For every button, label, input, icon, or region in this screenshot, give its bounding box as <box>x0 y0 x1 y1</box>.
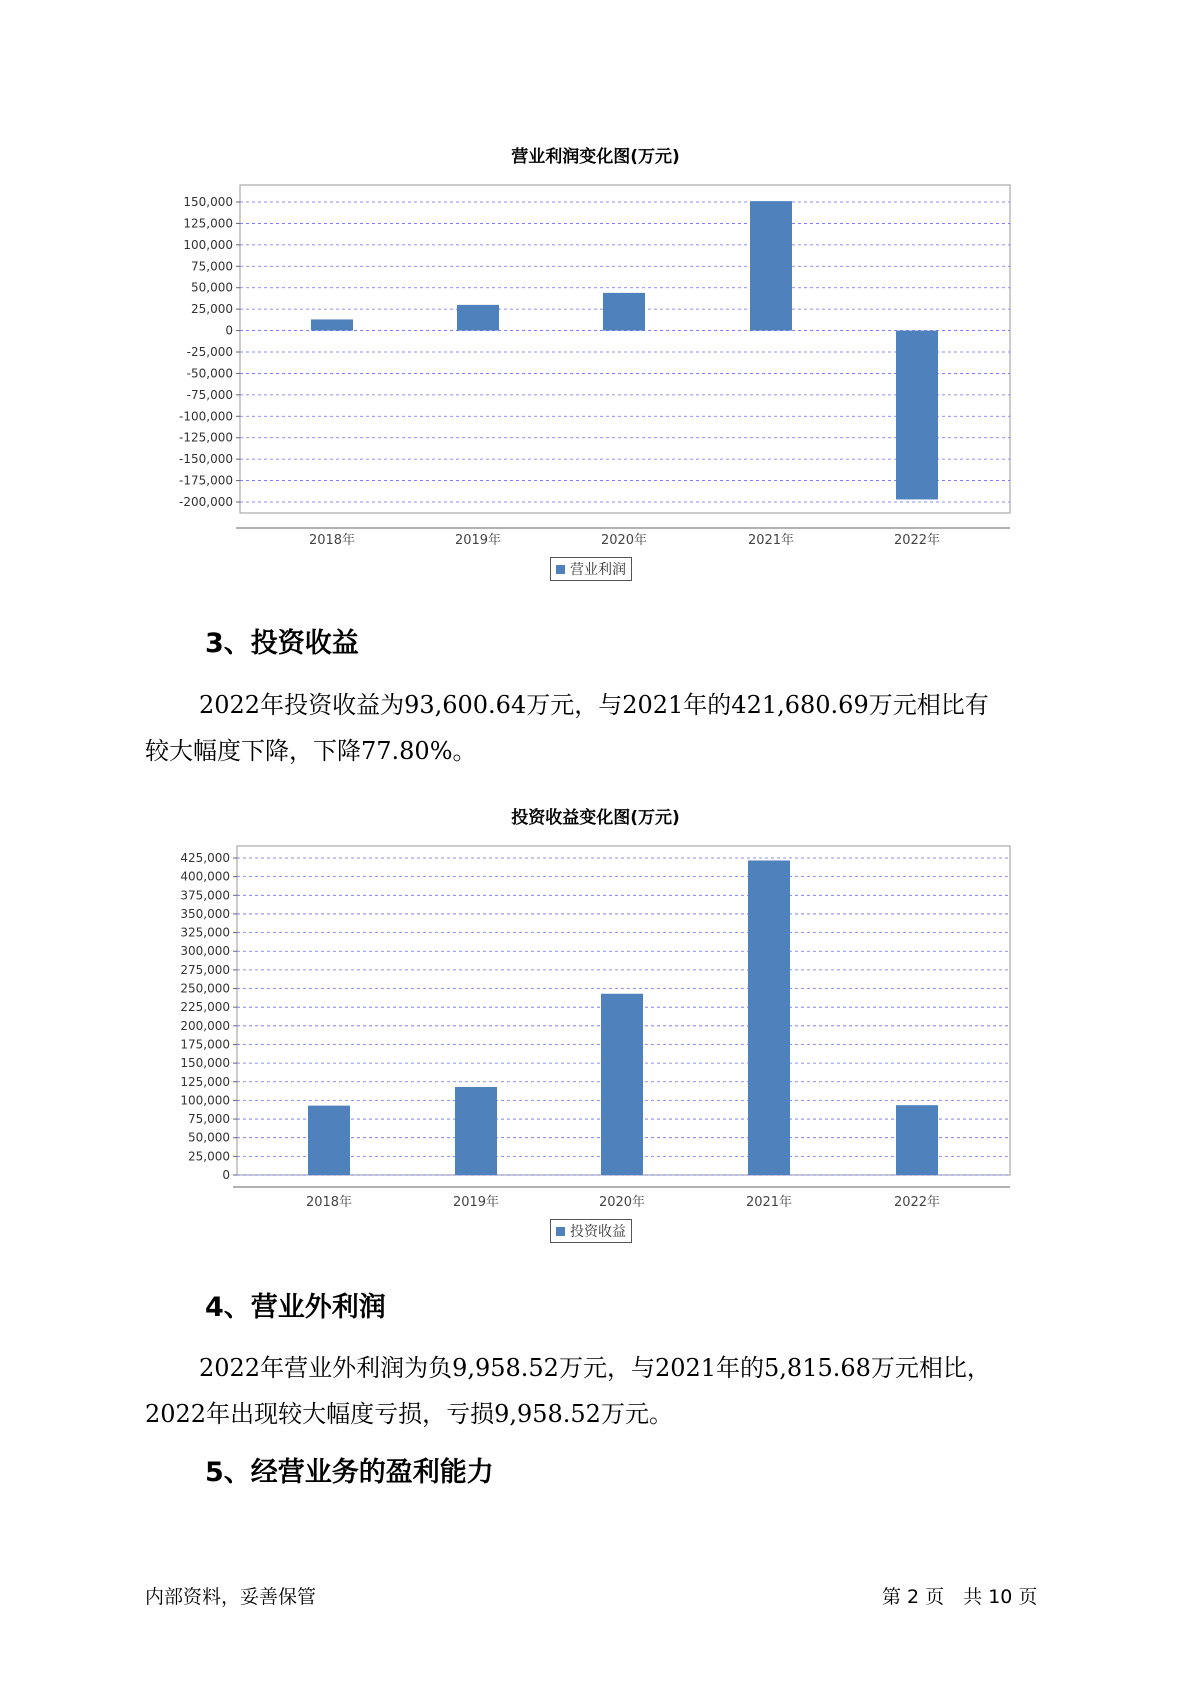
y-tick-label: 100,000 <box>183 237 233 252</box>
bar-2020年 <box>603 293 645 331</box>
y-tick-label: 150,000 <box>183 195 233 209</box>
y-tick-label: 75,000 <box>188 1112 230 1127</box>
y-tick-label: 425,000 <box>180 851 230 865</box>
y-tick-label: -50,000 <box>186 366 233 381</box>
y-tick-label: -25,000 <box>186 345 233 359</box>
y-tick-label: 400,000 <box>180 869 230 884</box>
y-tick-label: 25,000 <box>188 1149 230 1164</box>
x-tick-label: 2020年 <box>600 533 648 548</box>
y-tick-label: 300,000 <box>180 944 230 959</box>
operating-profit-chart <box>0 160 1191 550</box>
y-tick-label: 150,000 <box>180 1056 230 1071</box>
x-tick-label: 2020年 <box>598 1195 646 1210</box>
y-tick-label: -200,000 <box>179 495 233 509</box>
footer-confidential-note: 内部资料，妥善保管 <box>145 1586 317 1608</box>
paragraph-line: 2022年投资收益为93,600.64万元，与2021年的421,680.69万元相比有 <box>199 691 989 719</box>
legend-swatch <box>556 565 565 574</box>
chart-title-operating-profit: 营业利润变化图(万元) <box>511 147 680 167</box>
y-tick-label: 175,000 <box>180 1037 230 1052</box>
paragraph-non-operating-profit <box>145 1345 1060 1437</box>
section-heading-business-profitability: 5、经营业务的盈利能力 <box>205 1457 494 1488</box>
chart-title-investment-income: 投资收益变化图(万元) <box>511 808 680 828</box>
x-tick-label: 2022年 <box>893 533 941 548</box>
y-tick-label: 125,000 <box>183 216 233 231</box>
x-tick-label: 2021年 <box>747 533 795 548</box>
bar-2021年 <box>750 201 792 330</box>
y-tick-label: -125,000 <box>179 430 233 445</box>
paragraph-line: 2022年出现较大幅度亏损，亏损9,958.52万元。 <box>145 1400 673 1428</box>
x-tick-label: 2022年 <box>893 1195 941 1210</box>
y-tick-label: 50,000 <box>191 280 233 295</box>
bar-2019年 <box>455 1087 497 1175</box>
plot-area <box>240 185 1010 513</box>
section-heading-investment-income: 3、投资收益 <box>205 628 359 659</box>
y-tick-label: 25,000 <box>191 302 233 317</box>
y-tick-label: 325,000 <box>180 925 230 940</box>
x-tick-label: 2018年 <box>305 1195 353 1210</box>
y-tick-label: -75,000 <box>186 387 233 402</box>
bar-2019年 <box>457 305 499 331</box>
paragraph-investment-income <box>145 682 1060 774</box>
y-tick-label: 0 <box>225 323 233 338</box>
bar-2022年 <box>896 331 938 500</box>
footer-page-number: 第 2 页 共 10 页 <box>882 1586 1038 1608</box>
y-tick-label: 0 <box>222 1168 230 1182</box>
paragraph-line: 2022年营业外利润为负9,958.52万元，与2021年的5,815.68万元相比， <box>199 1354 991 1382</box>
legend-investment-income <box>550 1219 632 1243</box>
legend-swatch <box>556 1227 565 1236</box>
y-tick-label: 375,000 <box>180 888 230 903</box>
paragraph-line: 较大幅度下降，下降77.80%。 <box>145 737 477 765</box>
x-tick-label: 2019年 <box>454 533 502 548</box>
y-tick-label: 200,000 <box>180 1018 230 1033</box>
investment-income-chart <box>0 830 1191 1210</box>
legend-label: 营业利润 <box>570 562 626 578</box>
y-tick-label: 250,000 <box>180 981 230 996</box>
x-tick-label: 2018年 <box>308 533 356 548</box>
y-tick-label: 350,000 <box>180 906 230 921</box>
section-heading-non-operating-profit: 4、营业外利润 <box>205 1292 386 1323</box>
y-tick-label: -100,000 <box>179 409 233 424</box>
bar-2018年 <box>308 1106 350 1175</box>
y-tick-label: 225,000 <box>180 1000 230 1015</box>
bar-2018年 <box>311 319 353 330</box>
x-tick-label: 2019年 <box>452 1195 500 1210</box>
y-tick-label: -175,000 <box>179 473 233 488</box>
bar-2021年 <box>748 860 790 1175</box>
bar-2022年 <box>896 1105 938 1175</box>
y-tick-label: -150,000 <box>179 452 233 467</box>
x-tick-label: 2021年 <box>745 1195 793 1210</box>
y-tick-label: 125,000 <box>180 1074 230 1089</box>
bar-2020年 <box>601 994 643 1175</box>
y-tick-label: 75,000 <box>191 259 233 274</box>
y-tick-label: 275,000 <box>180 962 230 977</box>
y-tick-label: 100,000 <box>180 1093 230 1108</box>
y-tick-label: 50,000 <box>188 1130 230 1145</box>
legend-label: 投资收益 <box>570 1224 626 1240</box>
legend-operating-profit <box>550 557 632 581</box>
